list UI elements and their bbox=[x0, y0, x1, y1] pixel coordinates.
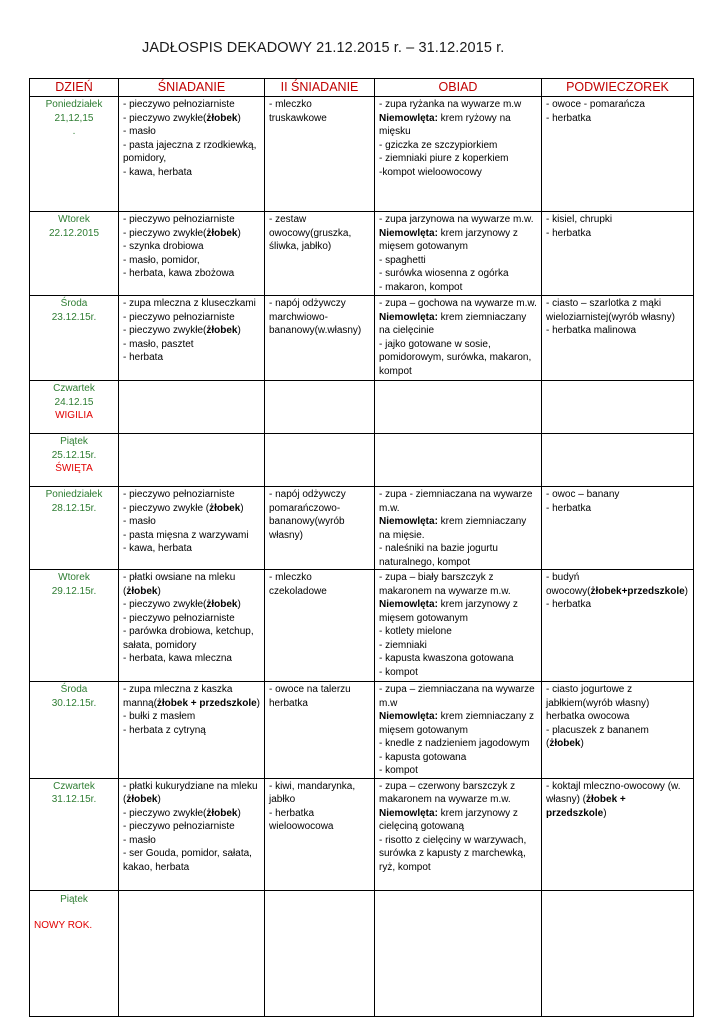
menu-line: - kawa, herbata bbox=[123, 543, 192, 554]
menu-line: - szynka drobiowa bbox=[123, 241, 204, 252]
lunch-cell bbox=[375, 778, 542, 890]
menu-line: - herbatka bbox=[546, 112, 592, 124]
table-row bbox=[30, 212, 694, 296]
menu-line: - pieczywo pełnoziarniste bbox=[123, 821, 235, 832]
menu-line: - płatki owsiane na mleku (żłobek) bbox=[123, 572, 236, 597]
day-name: Środa bbox=[60, 298, 88, 309]
menu-line: - ziemniaki piure z koperkiem bbox=[379, 153, 509, 164]
snack-cell bbox=[542, 296, 694, 381]
menu-line: - masło bbox=[123, 834, 156, 846]
menu-line: - koktajl mleczno-owocowy (w. własny) (żłobek + przedszkole) bbox=[546, 780, 681, 819]
menu-line: - kawa, herbata bbox=[123, 166, 192, 178]
menu-line: - zupa – czerwony barszczyk z makaronem na wywarze m.w. bbox=[379, 780, 516, 805]
menu-line: - knedle z nadzieniem jagodowym bbox=[379, 738, 530, 749]
menu-line: - ser Gouda, pomidor, sałata, kakao, herbata bbox=[123, 848, 252, 873]
day-cell bbox=[30, 487, 119, 570]
day-note: WIGILIA bbox=[55, 410, 93, 421]
menu-table bbox=[29, 78, 694, 1017]
menu-line: Niemowlęta: krem ziemniaczany na cielęcinie bbox=[379, 311, 527, 336]
menu-line: Niemowlęta: krem jarzynowy z cielęciną gotowaną bbox=[379, 807, 518, 832]
menu-line: - masło, pomidor, bbox=[123, 254, 200, 266]
menu-line: - pieczywo zwykłe(żłobek) bbox=[123, 325, 241, 336]
menu-line: Niemowlęta: krem ryżowy na mięsku bbox=[379, 112, 511, 137]
table-row bbox=[30, 682, 694, 779]
snack-cell bbox=[542, 487, 694, 570]
menu-line: - napój odżywczy pomarańczowo-bananowy(wyrób własny) bbox=[269, 489, 346, 541]
menu-line: Niemowlęta: krem ziemniaczany z mięsem gotowanym bbox=[379, 711, 535, 736]
menu-line: - naleśniki na bazie jogurtu naturalnego, kompot bbox=[379, 543, 498, 568]
second-breakfast-cell bbox=[265, 434, 375, 487]
day-date: 30.12.15r. bbox=[51, 697, 97, 709]
snack-cell bbox=[542, 890, 694, 1016]
breakfast-cell bbox=[119, 296, 265, 381]
second-breakfast-cell bbox=[265, 890, 375, 1016]
second-breakfast-cell bbox=[265, 682, 375, 779]
menu-line: - owoc – banany bbox=[546, 489, 620, 500]
breakfast-cell bbox=[119, 570, 265, 682]
menu-line: - kisiel, chrupki bbox=[546, 214, 613, 225]
day-note: ŚWIĘTA bbox=[55, 463, 93, 474]
day-name: Środa bbox=[60, 684, 88, 695]
menu-line: - risotto z cielęciny w warzywach, surówka z kapusty z marchewką, ryż, kompot bbox=[379, 834, 527, 873]
lunch-cell bbox=[375, 97, 542, 212]
snack-cell bbox=[542, 212, 694, 296]
menu-line: - jajko gotowane w sosie, pomidorowym, surówka, makaron, kompot bbox=[379, 338, 532, 377]
day-cell bbox=[30, 682, 119, 779]
menu-line: - pieczywo pełnoziarniste bbox=[123, 214, 235, 225]
lunch-cell bbox=[375, 890, 542, 1016]
menu-line: - zupa jarzynowa na wywarze m.w. bbox=[379, 214, 534, 225]
menu-line: - pieczywo zwykłe (żłobek) bbox=[123, 502, 244, 514]
breakfast-cell bbox=[119, 381, 265, 434]
day-name: Czwartek bbox=[53, 383, 95, 394]
breakfast-cell bbox=[119, 212, 265, 296]
lunch-cell bbox=[375, 570, 542, 682]
menu-line: - owoce na talerzu herbatka bbox=[269, 684, 351, 709]
lunch-cell bbox=[375, 434, 542, 487]
breakfast-cell bbox=[119, 890, 265, 1016]
breakfast-cell bbox=[119, 434, 265, 487]
second-breakfast-cell bbox=[265, 97, 375, 212]
header-breakfast: ŚNIADANIE bbox=[119, 79, 265, 97]
menu-line: - herbata, kawa mleczna bbox=[123, 653, 232, 664]
menu-line: - zupa mleczna z kaszka manną(żłobek + przedszkole) bbox=[123, 684, 261, 709]
menu-line: - pieczywo zwykłe(żłobek) bbox=[123, 807, 241, 819]
day-cell bbox=[30, 434, 119, 487]
header-second-breakfast: II ŚNIADANIE bbox=[265, 79, 375, 97]
menu-line: - ciasto – szarlotka z mąki wieloziarnistej(wyrób własny) bbox=[546, 298, 675, 323]
day-note: . bbox=[72, 126, 76, 137]
menu-line: - zupa ryżanka na wywarze m.w bbox=[379, 99, 522, 110]
header-row bbox=[30, 79, 694, 97]
menu-line: - budyń owocowy(żłobek+przedszkole) bbox=[546, 572, 689, 597]
menu-line: - zupa – biały barszczyk z makaronem na wywarze m.w. bbox=[379, 572, 511, 597]
day-name: Wtorek bbox=[58, 572, 90, 583]
menu-line: - herbatka bbox=[546, 502, 592, 514]
menu-line: - makaron, kompot bbox=[379, 281, 463, 293]
menu-line: - kompot bbox=[379, 765, 418, 776]
menu-line: - spaghetti bbox=[379, 254, 426, 266]
day-date: 28.12.15r. bbox=[51, 502, 97, 514]
table-row bbox=[30, 296, 694, 381]
menu-line: - kompot bbox=[379, 666, 418, 678]
menu-line: - herbata z cytryną bbox=[123, 724, 206, 736]
menu-line: - napój odżywczy marchwiowo-bananowy(w.własny) bbox=[269, 298, 362, 336]
second-breakfast-cell bbox=[265, 212, 375, 296]
menu-line: - parówka drobiowa, ketchup, sałata, pomidory bbox=[123, 626, 254, 651]
menu-line: - zupa mleczna z kluseczkami bbox=[123, 298, 256, 309]
day-name: Poniedziałek bbox=[45, 489, 103, 500]
menu-line: - herbatka bbox=[546, 227, 592, 239]
lunch-cell bbox=[375, 487, 542, 570]
day-cell bbox=[30, 570, 119, 682]
day-name: Wtorek bbox=[58, 214, 90, 225]
menu-line: - herbatka bbox=[546, 599, 592, 610]
second-breakfast-cell bbox=[265, 570, 375, 682]
table-row bbox=[30, 381, 694, 434]
menu-line: Niemowlęta: krem ziemniaczany na mięsie. bbox=[379, 516, 527, 541]
day-name: Piątek bbox=[60, 893, 88, 905]
breakfast-cell bbox=[119, 778, 265, 890]
day-cell bbox=[30, 97, 119, 212]
day-name: Poniedziałek bbox=[45, 99, 103, 110]
menu-line: - herbata, kawa zbożowa bbox=[123, 268, 235, 279]
second-breakfast-cell bbox=[265, 381, 375, 434]
menu-line: - placuszek z bananem (żłobek) bbox=[546, 724, 649, 749]
menu-line: - mleczko truskawkowe bbox=[269, 99, 327, 124]
menu-line: Niemowlęta: krem jarzynowy z mięsem gotowanym bbox=[379, 227, 518, 252]
menu-line: - kapusta gotowana bbox=[379, 751, 467, 763]
menu-line: - pieczywo zwykłe(żłobek) bbox=[123, 599, 241, 610]
menu-line: - masło bbox=[123, 516, 156, 527]
day-date: 22.12.2015 bbox=[48, 227, 100, 239]
breakfast-cell bbox=[119, 97, 265, 212]
day-name: Czwartek bbox=[53, 780, 95, 792]
menu-line: - zupa – ziemniaczana na wywarze m.w bbox=[379, 684, 535, 709]
menu-line: - pieczywo pełnoziarniste bbox=[123, 489, 235, 500]
menu-line: Niemowlęta: krem jarzynowy z mięsem gotowanym bbox=[379, 599, 518, 624]
menu-line: - bułki z masłem bbox=[123, 711, 196, 722]
day-cell bbox=[30, 212, 119, 296]
menu-line: - ziemniaki bbox=[379, 639, 427, 651]
lunch-cell bbox=[375, 296, 542, 381]
menu-line: - ciasto jogurtowe z jabłkiem(wyrób własny) bbox=[546, 684, 650, 709]
menu-line: - herbatka wieloowocowa bbox=[269, 807, 334, 832]
table-row bbox=[30, 434, 694, 487]
snack-cell bbox=[542, 682, 694, 779]
menu-line: - pieczywo pełnoziarniste bbox=[123, 612, 235, 624]
day-cell bbox=[30, 778, 119, 890]
lunch-cell bbox=[375, 212, 542, 296]
second-breakfast-cell bbox=[265, 296, 375, 381]
menu-line: - surówka wiosenna z ogórka bbox=[379, 268, 509, 279]
menu-line: - gziczka ze szczypiorkiem bbox=[379, 139, 498, 151]
day-cell bbox=[30, 890, 119, 1016]
table-row bbox=[30, 890, 694, 1016]
table-row bbox=[30, 570, 694, 682]
menu-line: - kotlety mielone bbox=[379, 626, 452, 637]
menu-line: - pieczywo pełnoziarniste bbox=[123, 99, 235, 110]
table-row bbox=[30, 778, 694, 890]
menu-line: - pieczywo zwykłe(żłobek) bbox=[123, 227, 241, 239]
menu-line: - pasta mięsna z warzywami bbox=[123, 529, 249, 541]
day-cell bbox=[30, 296, 119, 381]
page-title: JADŁOSPIS DEKADOWY 21.12.2015 r. – 31.12.2015 r. bbox=[142, 40, 505, 56]
day-date: 29.12.15r. bbox=[51, 585, 97, 597]
menu-line: - zestaw owocowy(gruszka, śliwka, jabłko) bbox=[269, 214, 352, 252]
day-date: 24.12.15 bbox=[54, 396, 94, 408]
lunch-cell bbox=[375, 381, 542, 434]
second-breakfast-cell bbox=[265, 487, 375, 570]
snack-cell bbox=[542, 434, 694, 487]
snack-cell bbox=[542, 570, 694, 682]
menu-line: - kiwi, mandarynka, jabłko bbox=[269, 780, 356, 805]
second-breakfast-cell bbox=[265, 778, 375, 890]
day-name: Piątek bbox=[60, 436, 88, 447]
menu-line: - mleczko czekoladowe bbox=[269, 572, 327, 597]
menu-line: - kapusta kwaszona gotowana bbox=[379, 653, 514, 664]
table-row bbox=[30, 97, 694, 212]
day-cell bbox=[30, 381, 119, 434]
menu-line: herbatka owocowa bbox=[546, 711, 630, 722]
header-day: DZIEŃ bbox=[30, 79, 119, 97]
breakfast-cell bbox=[119, 487, 265, 570]
menu-line: -kompot wieloowocowy bbox=[379, 166, 482, 178]
menu-line: - zupa – gochowa na wywarze m.w. bbox=[379, 298, 537, 309]
menu-line: - pasta jajeczna z rzodkiewką, pomidory, bbox=[123, 139, 257, 164]
menu-line: - owoce - pomarańcza bbox=[546, 99, 645, 110]
menu-line: - masło bbox=[123, 126, 156, 137]
menu-line: - zupa - ziemniaczana na wywarze m.w. bbox=[379, 489, 533, 514]
day-date: 31.12.15r. bbox=[51, 794, 97, 805]
header-lunch: OBIAD bbox=[375, 79, 542, 97]
lunch-cell bbox=[375, 682, 542, 779]
snack-cell bbox=[542, 381, 694, 434]
table-row bbox=[30, 487, 694, 570]
day-date: 25.12.15r. bbox=[51, 449, 97, 461]
day-date: 23.12.15r. bbox=[51, 311, 97, 323]
menu-line: - płatki kukurydziane na mleku (żłobek) bbox=[123, 780, 258, 805]
menu-line: - masło, pasztet bbox=[123, 338, 194, 350]
menu-line: - herbatka malinowa bbox=[546, 325, 637, 336]
day-note: NOWY ROK. bbox=[34, 920, 93, 931]
menu-line: - herbata bbox=[123, 352, 164, 363]
snack-cell bbox=[542, 778, 694, 890]
breakfast-cell bbox=[119, 682, 265, 779]
menu-line: - pieczywo pełnoziarniste bbox=[123, 311, 235, 323]
day-date: 21,12,15 bbox=[54, 112, 94, 124]
header-snack: PODWIECZOREK bbox=[542, 79, 694, 97]
snack-cell bbox=[542, 97, 694, 212]
menu-line: - pieczywo zwykłe(żłobek) bbox=[123, 112, 241, 124]
